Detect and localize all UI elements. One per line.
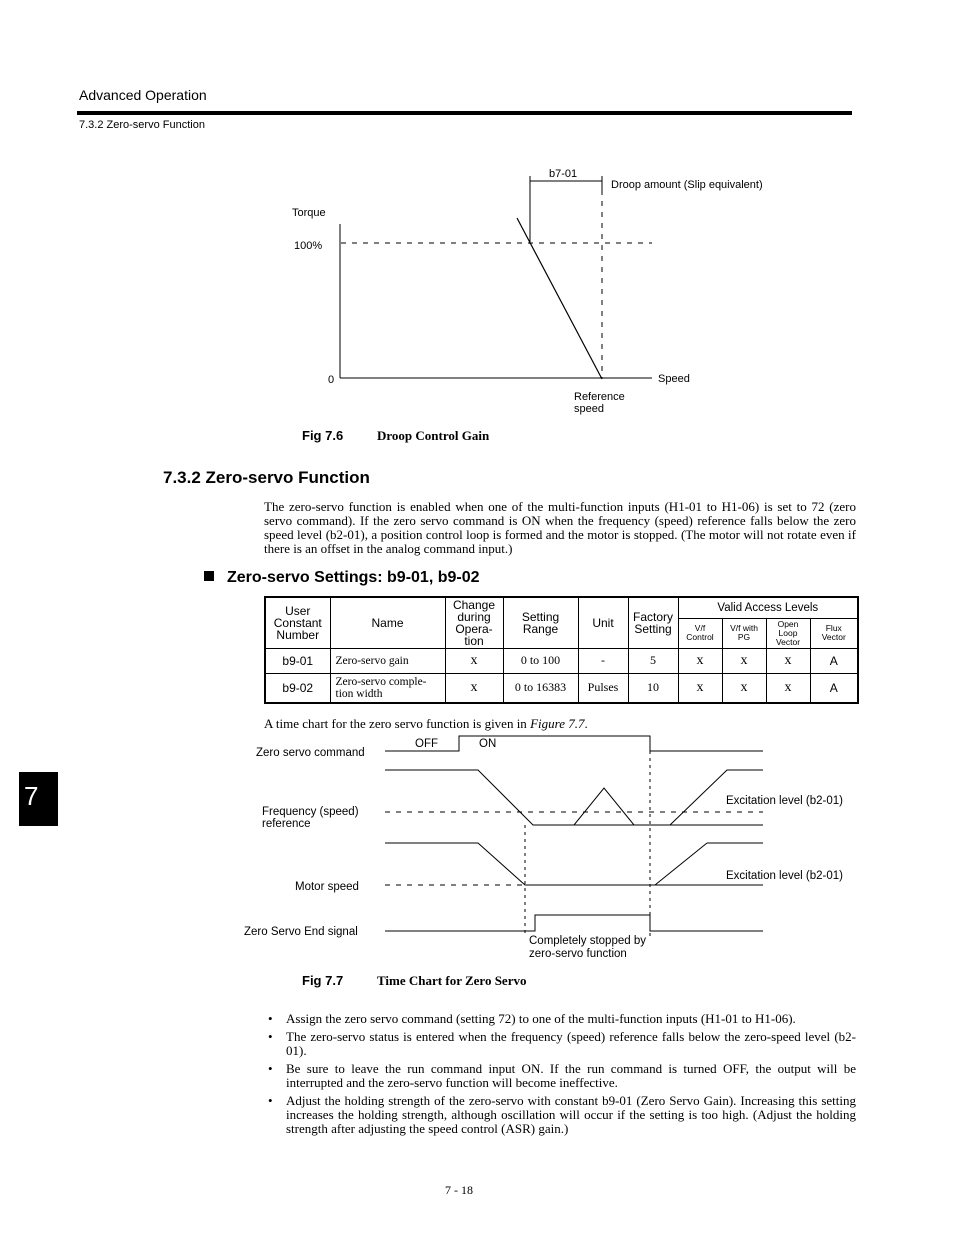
cell-range: 0 to 16383	[503, 673, 578, 703]
timechart-intro: A time chart for the zero servo function is given in Figure 7.7.	[264, 716, 588, 731]
header-name: Name	[330, 597, 445, 648]
zero-servo-end-signal	[385, 915, 763, 931]
list-item: • Be sure to leave the run command input ON. If the run command is turned OFF, the output will be interrupted and the zero-servo function will become ineffective.	[268, 1061, 856, 1090]
freq-excitation-label: Excitation level (b2-01)	[726, 795, 843, 807]
section-heading: 7.3.2 Zero-servo Function	[163, 468, 370, 487]
motor-speed-trace	[385, 843, 763, 885]
settings-heading	[204, 569, 480, 587]
fig-7-7-caption	[302, 973, 527, 989]
cell-factory: 5	[628, 648, 678, 673]
cell-unit: -	[578, 648, 628, 673]
cell-range: 0 to 100	[503, 648, 578, 673]
header-setting-range: Setting Range	[503, 597, 578, 648]
cell-vf: x	[678, 673, 722, 703]
header-user-constant: User Constant Number	[265, 597, 330, 648]
cell-name: Zero-servo gain	[330, 648, 445, 673]
header-change-during-operation: Change during Opera- tion	[445, 597, 503, 648]
cell-olv: x	[766, 648, 810, 673]
droop-amount-label: Droop amount (Slip equivalent)	[611, 179, 763, 191]
cell-vfpg: x	[722, 673, 766, 703]
chapter-tab: 7	[19, 772, 58, 826]
zero-servo-command-label: Zero servo command	[256, 747, 365, 759]
header-vf-with-pg: V/f with PG	[722, 618, 766, 648]
table-row	[265, 648, 858, 673]
cell-olv: x	[766, 673, 810, 703]
cell-vfpg: x	[722, 648, 766, 673]
header-valid-access-levels: Valid Access Levels	[678, 597, 858, 618]
fig-7-7-title: Time Chart for Zero Servo	[377, 973, 527, 988]
frequency-reference-trace	[385, 770, 763, 825]
parameter-table	[264, 596, 859, 704]
on-label: ON	[479, 738, 497, 750]
origin-zero-label: 0	[328, 374, 335, 386]
fig-7-6-title: Droop Control Gain	[377, 428, 490, 443]
reference-label: Reference	[574, 391, 625, 403]
running-header-title: Advanced Operation	[79, 87, 207, 103]
frequency-label: Frequency (speed)	[262, 806, 359, 818]
zero-servo-command-signal	[385, 736, 763, 751]
motor-speed-label: Motor speed	[295, 881, 359, 893]
cell-flux: A	[810, 648, 858, 673]
completely-stopped-label: Completely stopped by	[529, 935, 646, 947]
header-open-loop-vector: Open Loop Vector	[766, 618, 810, 648]
torque-label: Torque	[292, 207, 326, 219]
completely-stopped-label-2: zero-servo function	[529, 948, 627, 960]
header-factory-setting: Factory Setting	[628, 597, 678, 648]
zero-servo-end-label: Zero Servo End signal	[244, 926, 358, 938]
list-item: • Assign the zero servo command (setting 72) to one of the multi-function inputs (H1-01 to H1-06).	[268, 1011, 796, 1026]
speed-label: Speed	[658, 373, 690, 385]
fig-7-7-label: Fig 7.7	[302, 973, 344, 988]
motor-excitation-label: Excitation level (b2-01)	[726, 870, 843, 882]
table-row	[265, 673, 858, 703]
cell-constant-number: b9-02	[265, 673, 330, 703]
b7-01-label: b7-01	[549, 168, 578, 180]
page-number: 7 - 18	[445, 1183, 473, 1197]
cell-name: Zero-servo comple- tion width	[330, 673, 445, 703]
droop-curve	[517, 218, 602, 379]
cell-constant-number: b9-01	[265, 648, 330, 673]
reference-speed-label: speed	[574, 403, 604, 415]
header-flux-vector: Flux Vector	[810, 618, 858, 648]
frequency-label-2: reference	[262, 818, 311, 830]
motor-speed-rise	[655, 843, 707, 885]
torque-100-label: 100%	[294, 240, 323, 252]
fig-7-6-label: Fig 7.6	[302, 428, 344, 443]
figure-reference: Figure 7.7	[530, 716, 585, 731]
bullet-square-icon	[204, 571, 214, 581]
cell-change: x	[445, 648, 503, 673]
list-item: • The zero-servo status is entered when the frequency (speed) reference falls below the zero-speed level (b2-01).	[268, 1029, 856, 1058]
droop-control-figure	[0, 0, 954, 420]
fig-7-6-caption	[302, 428, 490, 444]
settings-heading-text: Zero-servo Settings: b9-01, b9-02	[227, 569, 480, 586]
cell-factory: 10	[628, 673, 678, 703]
notes-list	[268, 1012, 856, 1140]
zero-servo-time-chart	[0, 730, 954, 970]
header-vf-control: V/f Control	[678, 618, 722, 648]
cell-vf: x	[678, 648, 722, 673]
off-label: OFF	[415, 738, 438, 750]
running-header-subtitle: 7.3.2 Zero-servo Function	[79, 119, 205, 131]
cell-change: x	[445, 673, 503, 703]
header-unit: Unit	[578, 597, 628, 648]
section-body: The zero-servo function is enabled when one of the multi-function inputs (H1-01 to H1-06) is set to 72 (zero servo command). If the zero servo command is ON when the frequency (speed) reference falls below the zero speed level (b2-01), a position control loop is formed and the motor is stopped. (The motor will not rotate even if there is an offset in the analog command input.)	[264, 499, 856, 556]
cell-unit: Pulses	[578, 673, 628, 703]
list-item: • Adjust the holding strength of the zero-servo with constant b9-01 (Zero Servo Gain). Increasing this setting increases the holding strength, although oscillation will occur if the setting is too high. (Adjust the holding strength after adjusting the speed control (ASR) gain.)	[268, 1093, 856, 1136]
cell-flux: A	[810, 673, 858, 703]
